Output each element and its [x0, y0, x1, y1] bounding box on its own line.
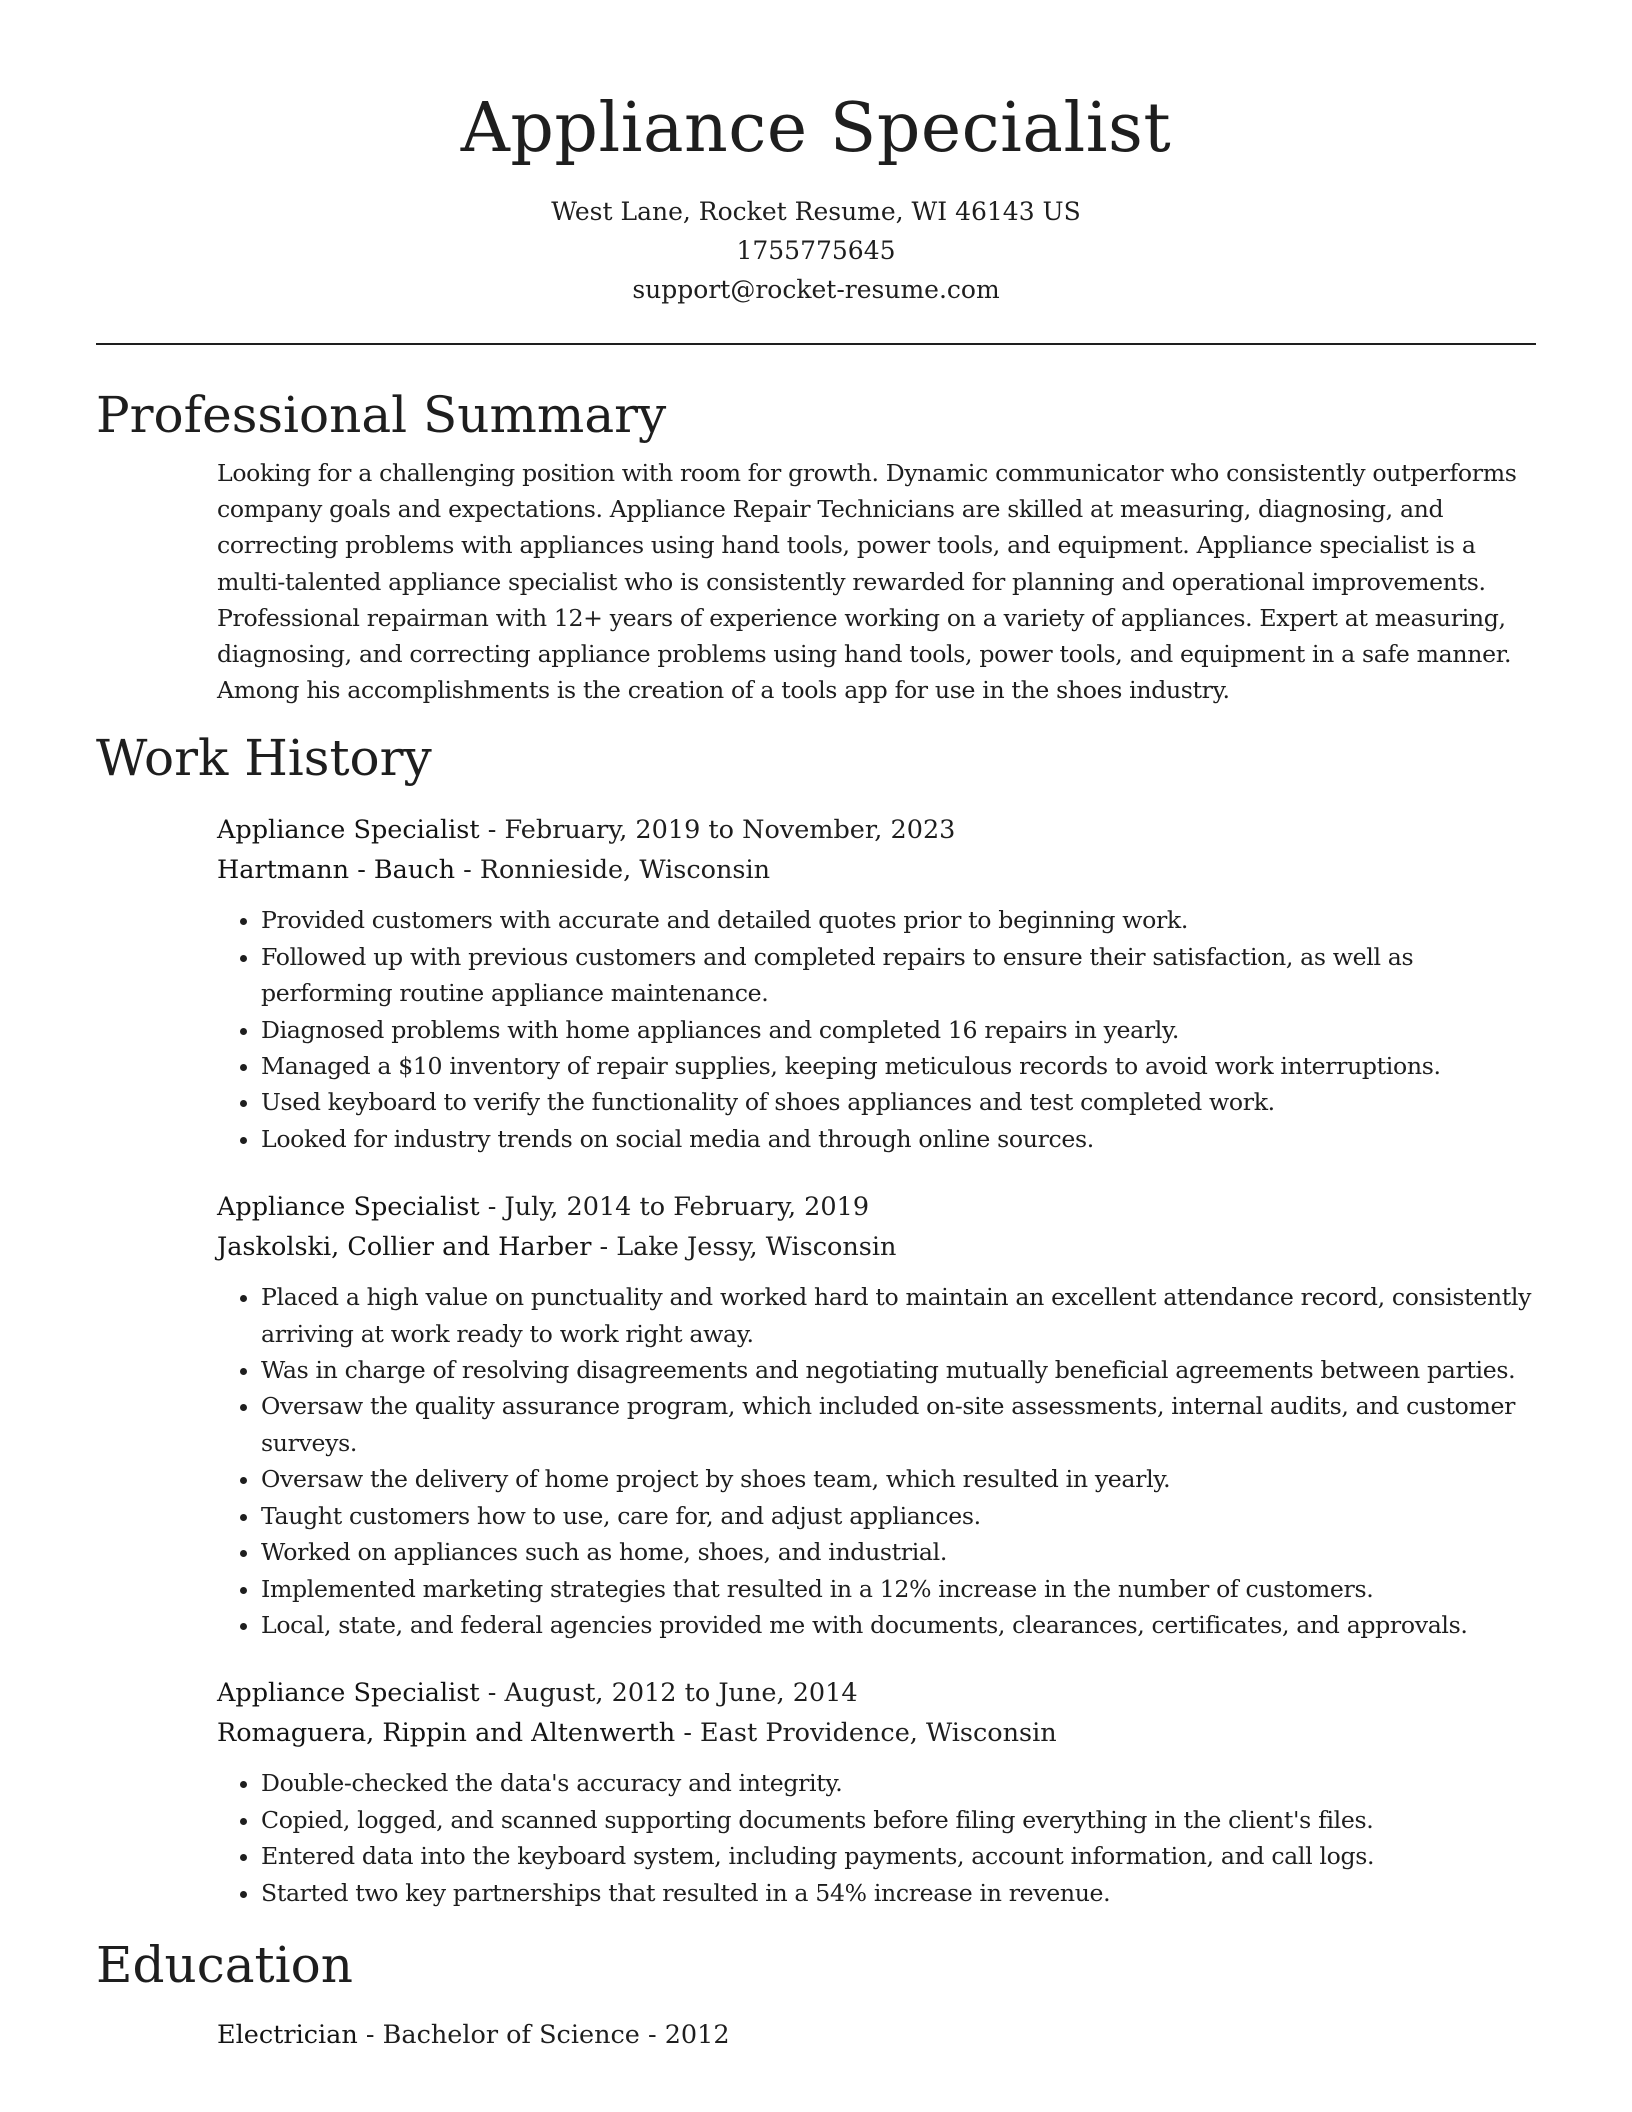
duty-item: • Managed a $10 inventory of repair supplies, keeping meticulous records to avoid work interruptions. [261, 1048, 1536, 1084]
job-company-line [217, 1227, 1536, 1267]
duty-item: • Placed a high value on punctuality and worked hard to maintain an excellent attendance record, consistently arriving at work ready to work right away. [261, 1279, 1536, 1352]
job-title-line [217, 810, 1536, 850]
duty-item: • Copied, logged, and scanned supporting documents before filing everything in the client's files. [261, 1802, 1536, 1838]
job-title: Appliance Specialist [217, 1192, 480, 1223]
job-entry [217, 1673, 1536, 1911]
job-location: - Ronnieside, Wisconsin [455, 855, 771, 886]
company-name: Hartmann - Bauch [217, 855, 456, 886]
duty-item: • Local, state, and federal agencies provided me with documents, clearances, certificates, and approvals. [261, 1607, 1536, 1643]
phone-number: 1755775645 [736, 236, 896, 265]
job-title-line [217, 1187, 1536, 1227]
education-entry [217, 2015, 1536, 2055]
header-divider [96, 343, 1536, 345]
duty-item: • Started two key partnerships that resulted in a 54% increase in revenue. [261, 1875, 1536, 1911]
duty-item: • Was in charge of resolving disagreements and negotiating mutually beneficial agreements between parties. [261, 1352, 1536, 1388]
duty-item: • Diagnosed problems with home appliances and completed 16 repairs in yearly. [261, 1012, 1536, 1048]
summary-text: Looking for a challenging position with room for growth. Dynamic communicator who consistently outperforms company goals and expectations. Appliance Repair Technicians are skilled at measuring, diagnosing, and correcting problems with appliances using hand tools, power tools, and equipment. Appliance specialist is a multi-talented appliance specialist who is consistently rewarded for planning and operational improvements. Professional repairman with 12+ years of experience working on a variety of appliances. Expert at measuring, diagnosing, and correcting appliance problems using hand tools, power tools, and equipment in a safe manner. Among his accomplishments is the creation of a tools app for use in the shoes industry. [217, 459, 1517, 705]
job-title: Appliance Specialist [217, 1678, 480, 1709]
job-dates: - February, 2019 to November, 2023 [479, 815, 956, 846]
duty-item: • Implemented marketing strategies that resulted in a 12% increase in the number of customers. [261, 1571, 1536, 1607]
company-name: Jaskolski, Collier and Harber [217, 1232, 592, 1263]
job-entry [217, 1187, 1536, 1643]
duty-item: • Used keyboard to verify the functionality of shoes appliances and test completed work. [261, 1084, 1536, 1120]
duty-item: • Oversaw the quality assurance program, which included on-site assessments, internal audits, and customer surveys. [261, 1388, 1536, 1461]
duties-list [217, 1765, 1536, 1911]
duty-item: • Entered data into the keyboard system, including payments, account information, and call logs. [261, 1838, 1536, 1874]
job-location: - Lake Jessy, Wisconsin [591, 1232, 897, 1263]
job-dates: - August, 2012 to June, 2014 [479, 1678, 858, 1709]
education-field: Electrician [217, 2019, 358, 2050]
professional-summary-section [96, 383, 1536, 708]
contact-info [0, 192, 1632, 309]
job-company-line [217, 850, 1536, 890]
company-name: Romaguera, Rippin and Altenwerth [217, 1718, 676, 1749]
email-address: support@rocket-resume.com [632, 275, 1000, 304]
job-title: Appliance Specialist [217, 815, 480, 846]
duty-item: • Worked on appliances such as home, shoes, and industrial. [261, 1534, 1536, 1570]
duty-item: • Taught customers how to use, care for, and adjust appliances. [261, 1498, 1536, 1534]
section-heading-education: Education [96, 1935, 353, 1994]
job-title-line [217, 1673, 1536, 1713]
education-detail: - Bachelor of Science - 2012 [357, 2019, 730, 2050]
education-section [96, 1933, 1536, 2055]
job-entry [217, 810, 1536, 1157]
work-history-section [96, 726, 1536, 1911]
candidate-name: Appliance Specialist [460, 89, 1172, 168]
resume-header [0, 0, 1632, 309]
section-heading-summary: Professional Summary [96, 386, 667, 444]
work-history-list [217, 810, 1536, 1911]
duties-list [217, 902, 1536, 1157]
job-dates: - July, 2014 to February, 2019 [479, 1192, 870, 1223]
section-heading-work: Work History [96, 729, 432, 788]
duty-item: • Provided customers with accurate and detailed quotes prior to beginning work. [261, 902, 1536, 938]
duty-item: • Double-checked the data's accuracy and integrity. [261, 1765, 1536, 1801]
duty-item: • Oversaw the delivery of home project by shoes team, which resulted in yearly. [261, 1461, 1536, 1497]
duty-item: • Followed up with previous customers and completed repairs to ensure their satisfaction, as well as performing routine appliance maintenance. [261, 939, 1536, 1012]
job-location: - East Providence, Wisconsin [675, 1718, 1057, 1749]
address: West Lane, Rocket Resume, WI 46143 US [551, 197, 1081, 226]
duty-item: • Looked for industry trends on social media and through online sources. [261, 1121, 1536, 1157]
duties-list [217, 1279, 1536, 1643]
job-company-line [217, 1713, 1536, 1753]
